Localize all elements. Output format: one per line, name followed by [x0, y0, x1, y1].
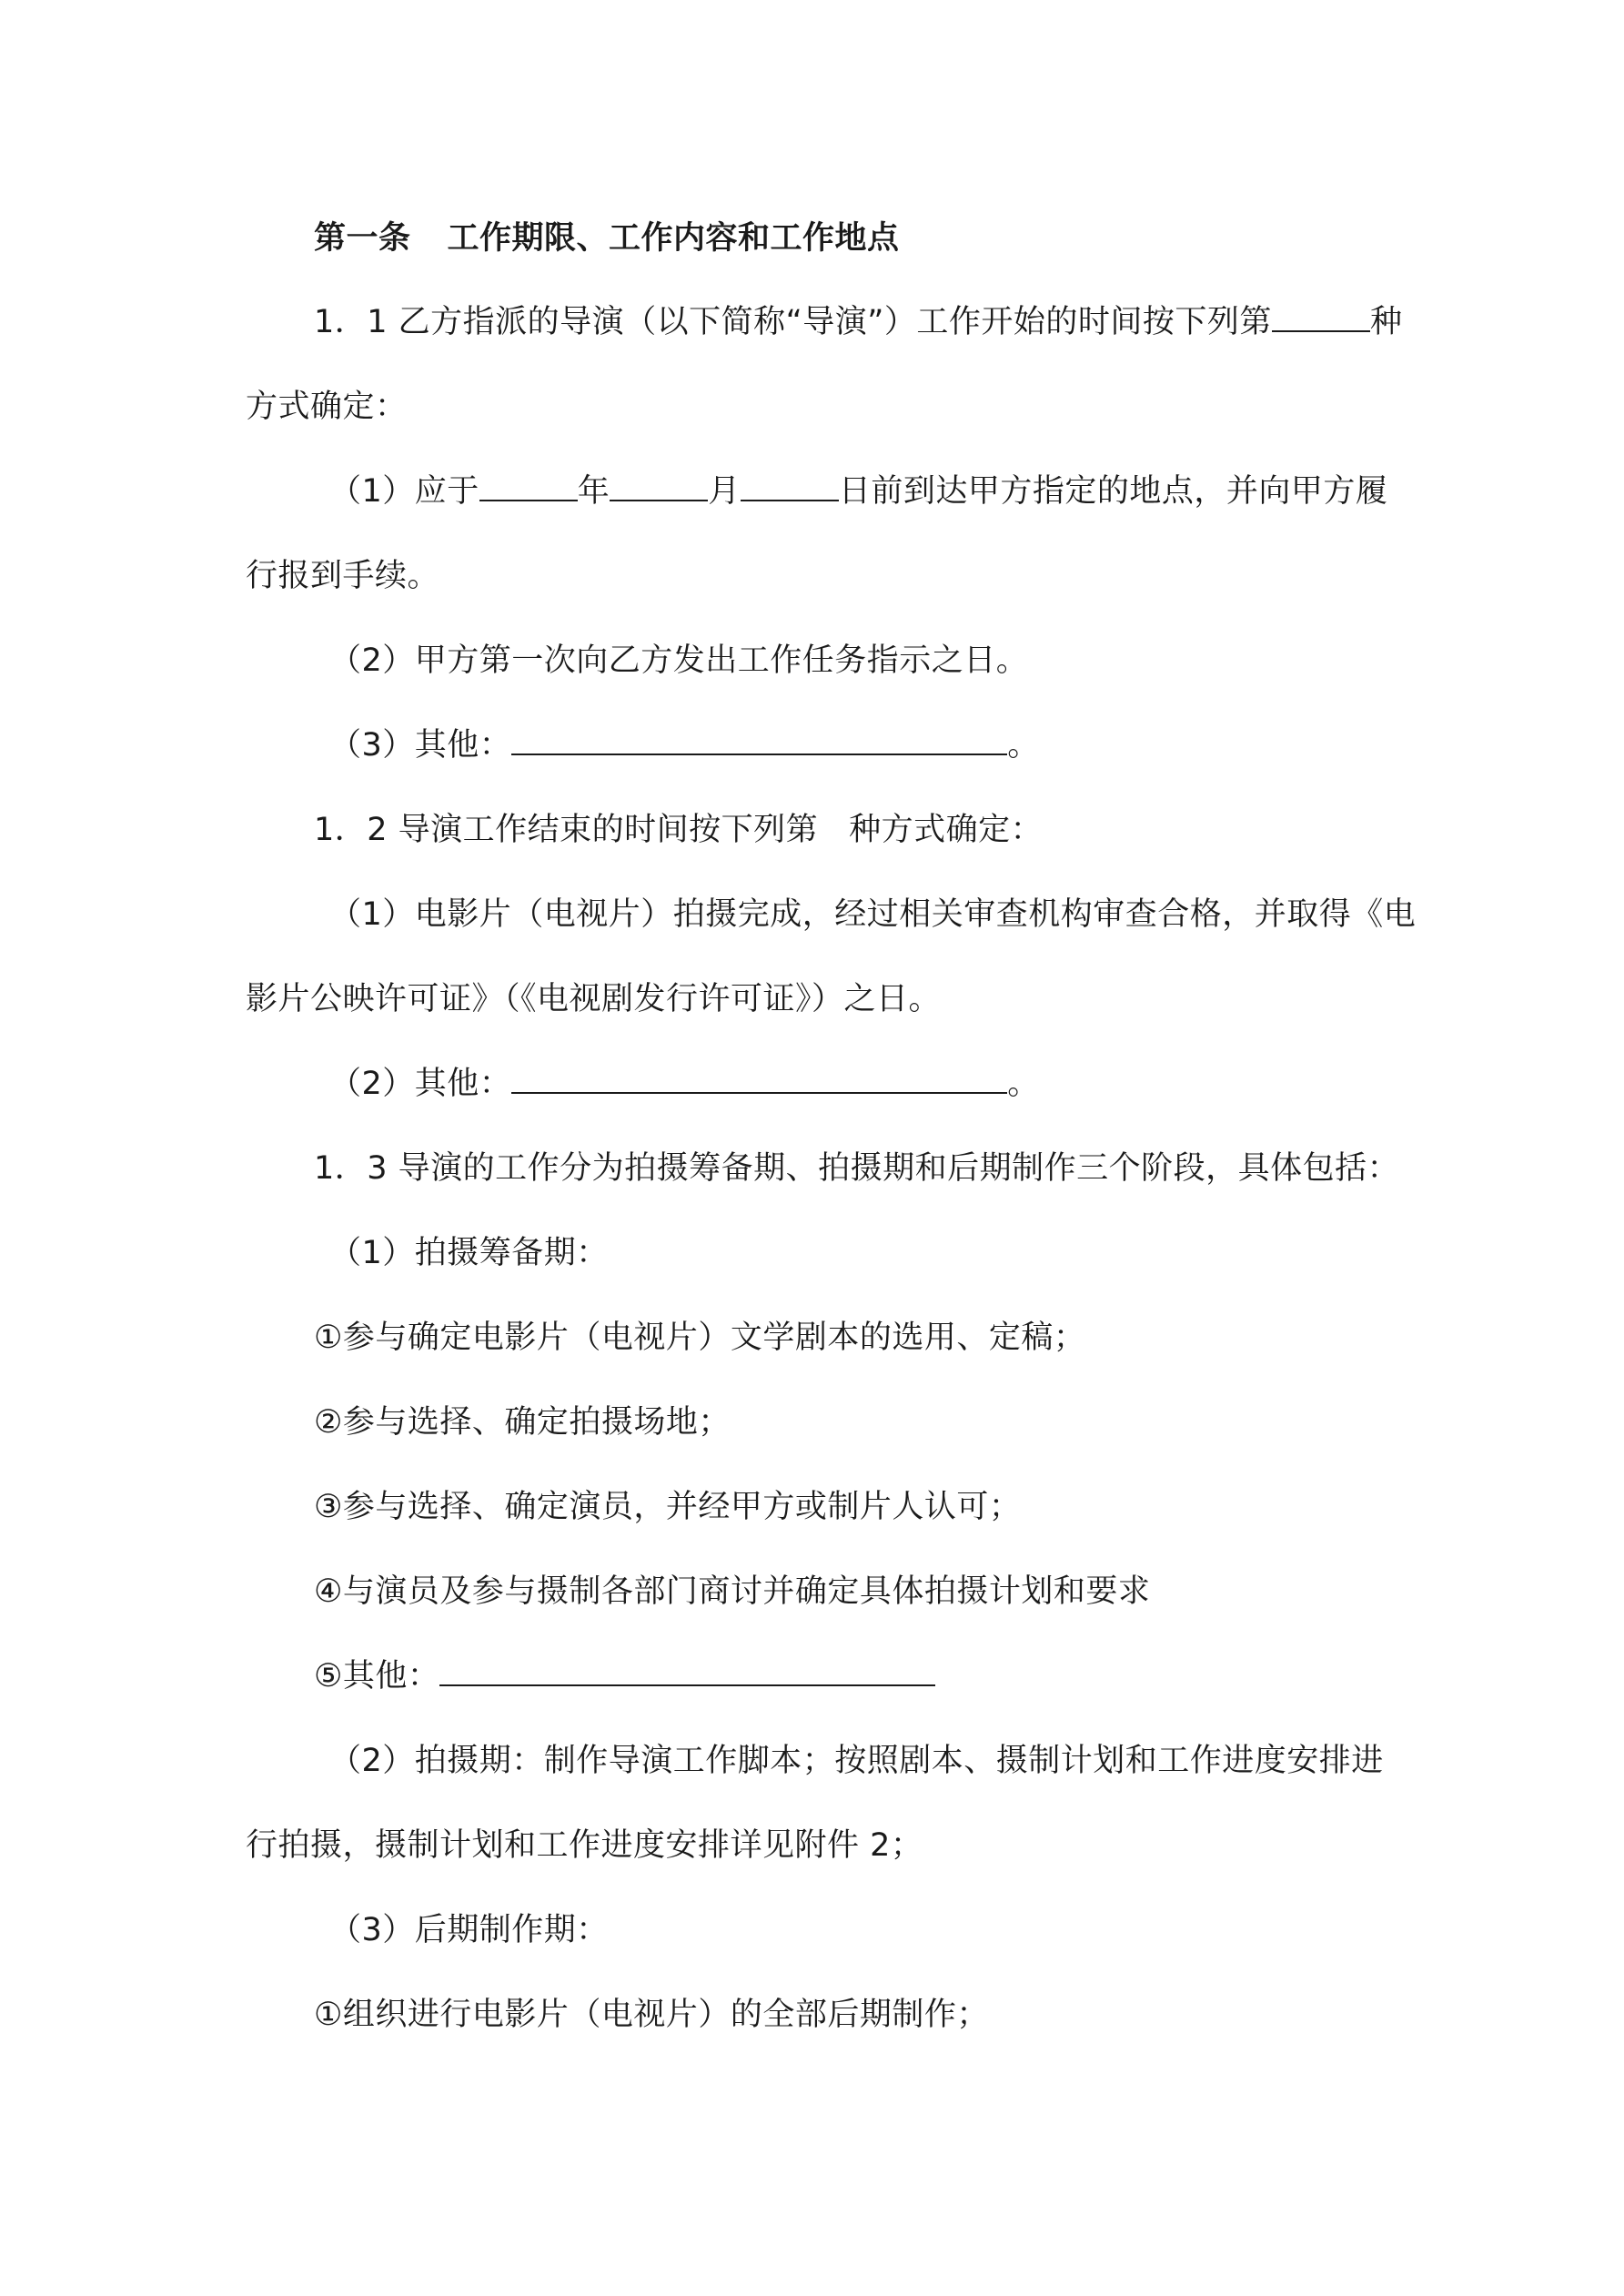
- article-heading: [314, 218, 1460, 258]
- prep-item-1: ①参与确定电影片（电视片）文学剧本的选用、定稿；: [314, 1320, 1086, 1356]
- blank-start-other[interactable]: [511, 726, 1007, 755]
- prep-item-4: ④与演员及参与摄制各部门商讨并确定具体拍摄计划和要求: [314, 1573, 1151, 1610]
- blank-year[interactable]: [479, 472, 578, 501]
- blank-end-other[interactable]: [511, 1065, 1007, 1094]
- clause-1-1-cont: 方式确定：: [246, 389, 408, 425]
- article-title: 工作期限、工作内容和工作地点: [447, 220, 900, 257]
- clause-1-2: 1．2 导演工作结束的时间按下列第 种方式确定：: [314, 812, 1044, 848]
- post-period-title: （3）后期制作期：: [329, 1912, 609, 1948]
- prep-period-title: （1）拍摄筹备期：: [329, 1235, 609, 1271]
- start-option-1: （1）应于 年 月 日前到达甲方指定的地点，并向甲方履: [329, 473, 1388, 510]
- prep-item-2: ②参与选择、确定拍摄场地；: [314, 1404, 731, 1441]
- blank-month[interactable]: [610, 472, 708, 501]
- blank-day[interactable]: [741, 472, 839, 501]
- prep-item-5: ⑤其他：: [314, 1656, 1460, 1696]
- article-number: 第一条: [314, 220, 411, 257]
- end-option-1-cont: 影片公映许可证》（《电视剧发行许可证》）之日。: [246, 981, 942, 1017]
- start-option-1-cont: 行报到手续。: [246, 558, 440, 594]
- blank-method-number[interactable]: [1272, 303, 1370, 332]
- clause-1-1: 1．1 乙方指派的导演（以下简称“导演”）工作开始的时间按下列第 种: [314, 304, 1403, 340]
- shoot-period-cont: 行拍摄，摄制计划和工作进度安排详见附件 2；: [246, 1827, 923, 1864]
- blank-prep-other[interactable]: [439, 1657, 935, 1686]
- post-item-1: ①组织进行电影片（电视片）的全部后期制作；: [314, 1997, 989, 2033]
- start-option-3: （3）其他： 。: [329, 727, 1040, 764]
- prep-item-3: ③参与选择、确定演员，并经甲方或制片人认可；: [314, 1489, 1022, 1525]
- start-option-2: （2）甲方第一次向乙方发出工作任务指示之日。: [329, 642, 1029, 679]
- end-option-2: （2）其他： 。: [329, 1066, 1040, 1102]
- end-option-1: （1）电影片（电视片）拍摄完成，经过相关审查机构审查合格，并取得《电: [329, 896, 1417, 933]
- shoot-period: （2）拍摄期：制作导演工作脚本；按照剧本、摄制计划和工作进度安排进: [329, 1743, 1384, 1779]
- clause-1-3: 1．3 导演的工作分为拍摄筹备期、拍摄期和后期制作三个阶段，具体包括：: [314, 1150, 1400, 1187]
